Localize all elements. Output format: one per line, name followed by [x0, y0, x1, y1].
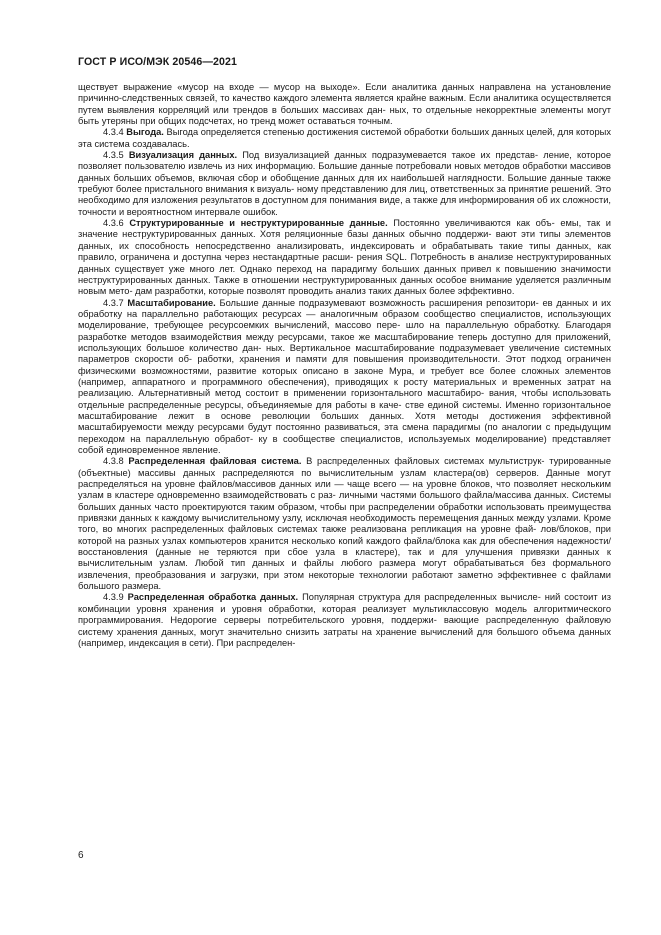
- text-line: ний состоит из комбинации уровня хранения и уровня обработки, которая реализует мультиклассовую: [78, 592, 612, 614]
- section-heading: Выгода.: [126, 127, 164, 138]
- text-line: Выгода определяется степенью достижения системой обработки больших данных: [163, 127, 524, 138]
- text-line: как для обеспечения надежности/восстановления (данные не теряются при сбое узла в кластере), так и: [78, 535, 611, 558]
- text-line: явление.: [182, 445, 221, 455]
- text-line: для улучшения привязки данных к вычислительным узлам. Любой тип данных и файлы любого размера: [78, 547, 611, 569]
- section-number: 4.3.6: [103, 218, 124, 229]
- text-line: целей, для которых эта система создавалась.: [78, 127, 611, 149]
- text-line: данных. Хотя методы достижения эффективной масштабируемости между ресурсами будут постоянно: [78, 410, 611, 433]
- text-line: В распределенных файловых системах мультиструк-: [301, 456, 545, 467]
- section-paragraph: [78, 127, 611, 150]
- text-line: затрат на реализацию. Альтернативный метод состоит в применении горизонтального масштабиро-: [78, 376, 611, 399]
- section-paragraph: [78, 298, 611, 457]
- text-line: их наибольшей наглядности. Большие данные также требуют более пристального внимания к визуаль-: [78, 172, 611, 195]
- text-line: того, во многих распределенных файловых системах также реализована репликация на уровне фай-: [78, 524, 537, 535]
- text-line: установление причинно-следственных связей, то качество каждого элемента является крайне важным.: [78, 82, 611, 104]
- text-line: шло на параллельную обработку. Благодаря разработке методов взаимодействия между ресурсами,: [78, 320, 612, 342]
- section-heading: Распределенная файловая система.: [128, 456, 302, 467]
- text-line: ку в сообществе специалистов, используемых моделирование) представляет собой единовременное: [78, 433, 611, 455]
- section-number: 4.3.7: [103, 297, 124, 308]
- text-line: ных, то отдельные некорректные элементы могут быть утеряны при общих подсчетах, но тренд может: [78, 104, 611, 127]
- text-line: вающие распределенную файловую систему хранения данных, могут значительно снизить затраты на: [78, 615, 611, 637]
- section-paragraph: [78, 150, 611, 218]
- section-heading: Структурированные и неструктурированные данные.: [129, 218, 388, 229]
- section-paragraph: [78, 592, 611, 649]
- text-line: работки, хранения и памяти для повышения производительности. Этот подход ограничен физическими: [78, 354, 611, 376]
- paragraph: [78, 82, 611, 127]
- text-line: емы, так и значение неструктурированных данных. Хотя реляционные базы данных обычно поддержи-: [78, 218, 611, 240]
- section-heading: Распределенная обработка данных.: [127, 592, 299, 603]
- section-number: 4.3.8: [103, 456, 124, 467]
- text-line: ществует выражение «мусор на входе — мусор на выходе». Если аналитика данных направлена на: [78, 82, 547, 92]
- text-line: оставаться точным.: [307, 116, 393, 127]
- text-line: таким образом, чтобы при распределении обработки использовать преимущества привязки данных к: [78, 501, 611, 524]
- text-line: специалистов, использующих моделирование, требующее ресурсоемких вычислений, массово пере-: [78, 308, 612, 331]
- text-line: результатов в доступном для понимания виде, а также для информирования об их сложности, точности: [78, 195, 611, 217]
- text-line: ев данных и их обработку на параллельно работающих ресурсах — аналогичным образом сообщество: [78, 297, 611, 319]
- text-line: серверов. Данные могут распределяться на уровне файлов/массивов данных или — чаще всего — на: [78, 467, 611, 490]
- text-line: вают эти типы элементов данных, их способность непосредственно анализировать, индексировать и: [78, 229, 611, 251]
- text-line: (например, аппаратного и программного обеспечения), приводящих к росту материальных и временных: [78, 376, 562, 387]
- text-line: уровне блоков, что позволяет нескольким узлам в кластере одновременно взаимодействовать с раз-: [78, 479, 611, 501]
- text-line: ному представлению для лиц, ответственных за принятие решений. Это необходимо для изложения: [78, 184, 611, 206]
- document-page: [78, 56, 611, 649]
- text-line: Под визуализацией данных подразумевается такое их представ-: [237, 150, 539, 161]
- text-line: ных. Вертикальное масштабирование подразумевает увеличение системных параметров скорости об-: [78, 342, 611, 365]
- text-line: Большие данные подразумевают возможность расширения репозитори-: [215, 297, 539, 308]
- text-line: лов/блоков, при которой на разных узлах компьютеров хранится несколько копий каждого файла/блока: [78, 524, 611, 546]
- section-number: 4.3.5: [103, 150, 124, 161]
- text-line: могут обрабатываться без формального извлечения, преобразования и загрузки, при этом некоторые: [78, 558, 611, 580]
- page-number: 6: [78, 850, 84, 861]
- text-line: новых методов обработки массивов данных больших объемов, включая сбор и обобщение данных для: [78, 161, 611, 183]
- text-line: технологии работают заметно эффективнее с файлами большого размера.: [78, 569, 611, 592]
- text-line: Постоянно увеличиваются как объ-: [387, 218, 555, 229]
- section-paragraph: [78, 218, 611, 297]
- text-line: переход на парадигму больших данных привел к повышению значимости неструктурированных данных.: [78, 263, 611, 285]
- section-number: 4.3.4: [103, 127, 124, 138]
- text-line: каждому вычислительному узлу, исключая необходимость перемещения данных между узлами. Кроме: [161, 513, 612, 524]
- text-line: модель алгоритмического программирования. Недорогие серверы потребительского уровня, поддержи-: [78, 603, 611, 626]
- text-line: Если аналитика осуществляется путем выявления корреляций или трендов в больших массивах дан-: [78, 93, 611, 115]
- section-heading: Визуализация данных.: [128, 150, 238, 161]
- document-body: [78, 82, 611, 649]
- section-paragraph: [78, 456, 611, 592]
- text-line: турированные (объектные) массивы данных распределяются по вычислительным узлам кластера(ов): [78, 456, 611, 478]
- text-line: хранение вычислений для большого объема данных (например, индексация в сети). При распределен-: [78, 626, 611, 648]
- section-heading: Масштабирование.: [127, 297, 216, 308]
- text-line: ление, которое позволяет пользователю извлечь из них информацию. Большие данные потребовали: [78, 150, 611, 172]
- document-header: ГОСТ Р ИСО/МЭК 20546—2021: [78, 56, 237, 68]
- text-line: возможностями, развитие которых описано в законе Мура, и требует все более сложных элементов: [141, 365, 611, 376]
- text-line: рения SQL. Потребность в анализе неструктурированных данных существует уже много лет. Однако: [78, 252, 611, 274]
- text-line: личными частями большого файла/массива данных. Системы больших данных часто проектируются: [78, 490, 612, 512]
- text-line: развиваться, эта смена парадигмы (по аналогии с предыдущим переходом на параллельную обработ-: [78, 422, 611, 444]
- text-line: дам разработки, которые позволят проводить анализ таких данных более эффективно.: [135, 286, 515, 297]
- text-line: обрабатывать такие типы данных, как правило, ограничена и доступна через нестандартные расши-: [78, 240, 611, 263]
- section-number: 4.3.9: [103, 592, 124, 603]
- text-line: такое же масштабирование теперь доступно для приложений, использующих большое количество дан-: [78, 331, 612, 353]
- text-line: Популярная структура для распределенных вычисле-: [298, 592, 541, 603]
- text-line: вания, чтобы использовать отдельные распределенные ресурсы, объединяемые для работы в каче-: [78, 388, 611, 410]
- text-line: Также в отношении неструктурированных данных особое внимание уделяется различным новым мето-: [78, 274, 611, 297]
- text-line: стве единой системы. Именно горизонтальное масштабирование лежит в основе революции больших: [78, 399, 611, 421]
- text-line: и вероятностном интервале ошибок.: [118, 206, 278, 217]
